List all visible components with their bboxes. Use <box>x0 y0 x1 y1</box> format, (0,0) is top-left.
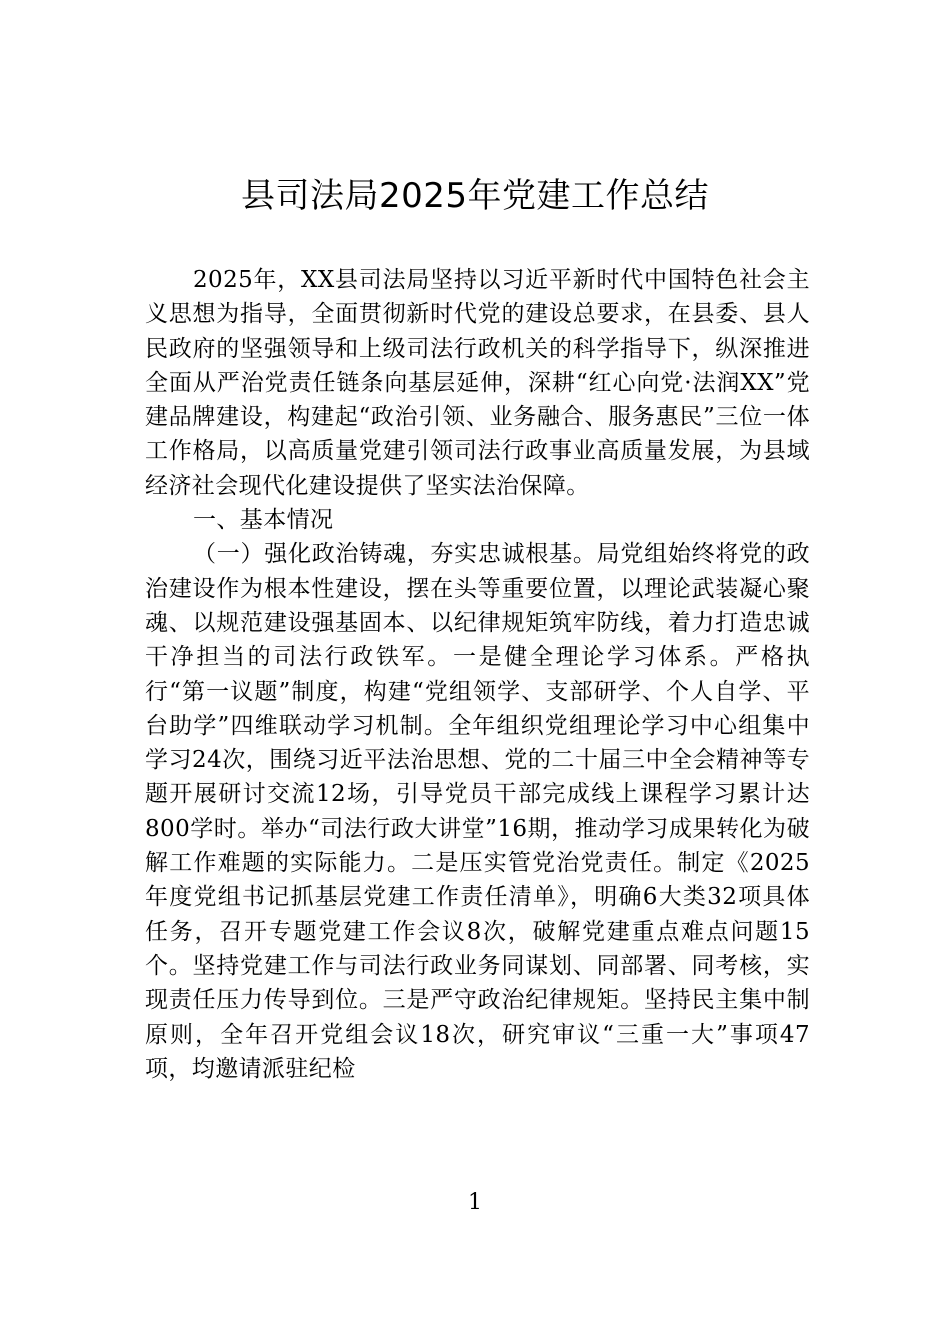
document-title: 县司法局2025年党建工作总结 <box>240 176 710 216</box>
intro-paragraph: 2025年，XX县司法局坚持以习近平新时代中国特色社会主义思想为指导，全面贯彻新时代党的建设总要求，在县委、县人民政府的坚强领导和上级司法行政机关的科学指导下，纵深推进全面从严治党责任链条向基层延伸，深耕“红心向党·法润XX”党建品牌建设，构建起“政治引领、业务融合、服务惠民”三位一体工作格局，以高质量党建引领司法行政事业高质量发展，为县域经济社会现代化建设提供了坚实法治保障。 <box>145 267 810 499</box>
section-heading: 一、基本情况 <box>193 507 334 534</box>
body-paragraph: （一）强化政治铸魂，夯实忠诚根基。局党组始终将党的政治建设作为根本性建设，摆在头等重要位置，以理论武装凝心聚魂、以规范建设强基固本、以纪律规矩筑牢防线，着力打造忠诚干净担当的司法行政铁军。一是健全理论学习体系。严格执行“第一议题”制度，构建“党组领学、支部研学、个人自学、平台助学”四维联动学习机制。全年组织党组理论学习中心组集中学习24次，围绕习近平法治思想、党的二十届三中全会精神等专题开展研讨交流12场，引导党员干部完成线上课程学习累计达800学时。举办“司法行政大讲堂”16期，推动学习成果转化为破解工作难题的实际能力。二是压实管党治党责任。制定《2025年度党组书记抓基层党建工作责任清单》，明确6大类32项具体任务，召开专题党建工作会议8次，破解党建重点难点问题15个。坚持党建工作与司法行政业务同谋划、同部署、同考核，实现责任压力传导到位。三是严守政治纪律规矩。坚持民主集中制原则，全年召开党组会议18次，研究审议“三重一大”事项47项，均邀请派驻纪检 <box>145 541 810 1082</box>
document-body <box>145 263 810 1086</box>
page-number: 1 <box>468 1190 482 1215</box>
